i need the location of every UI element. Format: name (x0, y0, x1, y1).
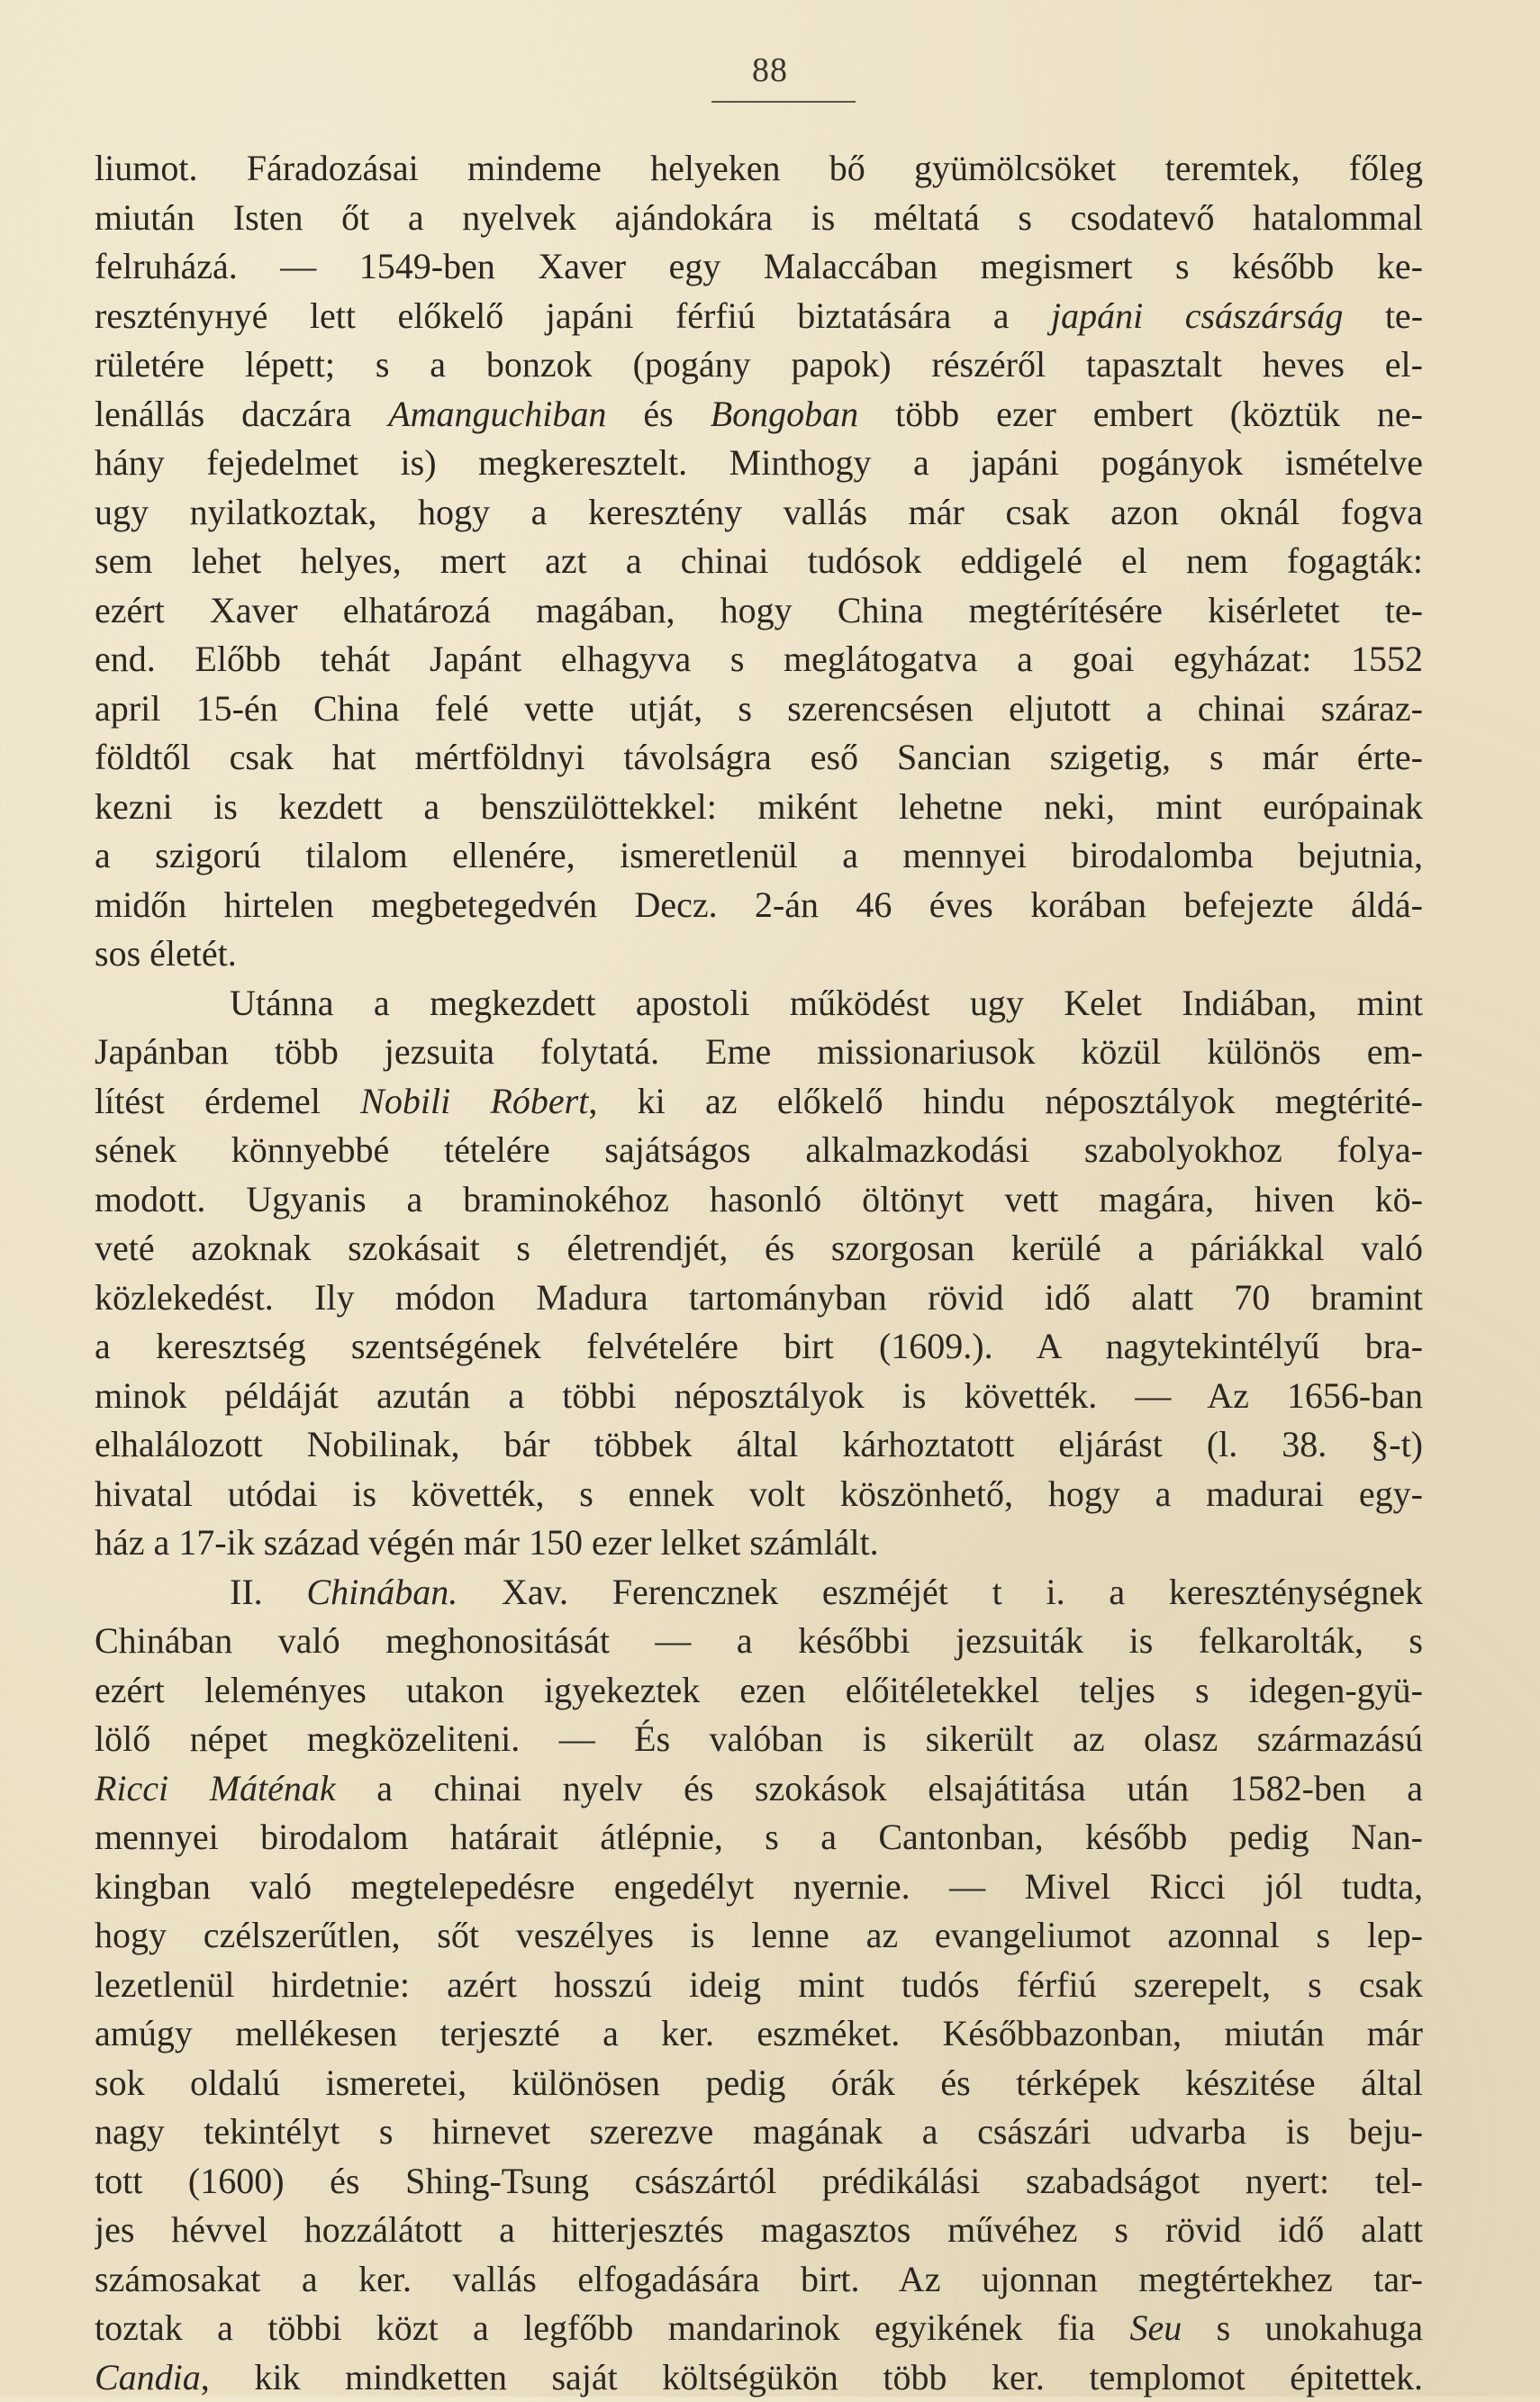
text-segment: lenállás daczára (95, 394, 388, 434)
text-line (95, 1077, 1423, 1127)
text-segment: sos életét. (95, 933, 237, 974)
text-line (95, 979, 1423, 1029)
text-segment: rületére lépett; s a bonzok (pogány papok) részéről tapasztalt heves el- (95, 344, 1423, 385)
text-segment: hány fejedelmet is) megkeresztelt. Minthogy a japáni pogányok ismételve (95, 442, 1423, 483)
text-line (95, 1518, 1423, 1568)
text-line (95, 733, 1423, 783)
text-line (95, 242, 1423, 292)
text-segment: jes hévvel hozzálátott a hitterjesztés magasztos művéhez s rövid idő alatt (95, 2209, 1423, 2250)
text-line (95, 684, 1423, 734)
text-segment: sének könnyebbé tételére sajátságos alkalmazkodási szabolyokhoz folya- (95, 1129, 1423, 1170)
text-line (95, 635, 1423, 684)
text-segment: amúgy mellékesen terjeszté a ker. eszméket. Későbbazonban, miután már (95, 2013, 1423, 2053)
text-line (95, 2255, 1423, 2305)
text-segment: Xav. Ferencznek eszméjét t i. a kereszténységnek (457, 1572, 1423, 1612)
text-line (95, 1617, 1423, 1666)
text-segment: a keresztség szentségének felvételére birt (1609.). A nagytekintélyű bra- (95, 1326, 1423, 1366)
text-segment: s unokahuga (1182, 2307, 1423, 2348)
italic-text: Ricci Máténak (95, 1768, 336, 1808)
text-line (95, 1961, 1423, 2010)
text-line (95, 439, 1423, 488)
text-segment: II. (230, 1572, 306, 1612)
text-segment: sok oldalú ismeretei, különösen pedig órák és térképek készitése által (95, 2062, 1423, 2103)
text-line (95, 929, 1423, 979)
text-line (95, 586, 1423, 636)
italic-text: Candia (95, 2357, 201, 2397)
text-segment: és (606, 394, 710, 434)
text-segment: veté azoknak szokásait s életrendjét, és szorgosan kerülé a páriákkal való (95, 1228, 1423, 1268)
body-text (95, 144, 1423, 2402)
text-line (95, 1863, 1423, 1912)
text-line (95, 1224, 1423, 1274)
text-line (95, 2304, 1423, 2353)
text-segment: lítést érdemel (95, 1081, 360, 1121)
text-segment: minok példáját azután a többi néposztályok is követték. — Az 1656-ban (95, 1375, 1423, 1416)
text-line (95, 1470, 1423, 1519)
text-segment: lölő népet megközeliteni. — És valóban is sikerült az olasz származású (95, 1718, 1423, 1759)
text-segment: közlekedést. Ily módon Madura tartományban rövid idő alatt 70 bramint (95, 1277, 1423, 1318)
text-segment: midőn hirtelen megbetegedvén Decz. 2-án 46 éves korában befejezte áldá- (95, 884, 1423, 925)
text-line (95, 1126, 1423, 1175)
text-line (95, 144, 1423, 194)
text-segment: nagy tekintélyt s hirnevet szerezve magának a császári udvarba is beju- (95, 2111, 1423, 2152)
text-segment: a chinai nyelv és szokások elsajátitása után 1582-ben a (336, 1768, 1423, 1808)
text-segment: több ezer embert (köztük ne- (858, 394, 1423, 434)
text-line (95, 1666, 1423, 1716)
text-line (95, 1813, 1423, 1863)
text-segment: kezni is kezdett a benszülöttekkel: miként lehetne neki, mint európainak (95, 786, 1423, 827)
text-segment: miután Isten őt a nyelvek ajándokára is méltatá s csodatevő hatalommal (95, 197, 1423, 238)
text-segment: ezért leleményes utakon igyekeztek ezen előitéletekkel teljes s idegen-gyü- (95, 1670, 1423, 1710)
text-segment: , kik mindketten saját költségükön több ker. templomot épitettek. (201, 2357, 1423, 2397)
italic-text: Chinában. (306, 1572, 457, 1612)
text-segment: , ki az előkelő hindu néposztályok megtérité- (588, 1081, 1423, 1121)
text-segment: april 15-én China felé vette utját, s szerencsésen eljutott a chinai száraz- (95, 688, 1423, 729)
text-segment: end. Előbb tehát Japánt elhagyva s meglátogatva a goai egyházat: 1552 (95, 639, 1423, 679)
italic-text: Amanguchiban (388, 394, 606, 434)
text-segment: Japánban több jezsuita folytatá. Eme missionariusok közül különös em- (95, 1031, 1423, 1072)
text-line (95, 1175, 1423, 1225)
text-segment: felruházá. — 1549-ben Xaver egy Malaccában megismert s később ke- (95, 246, 1423, 286)
text-line (95, 1715, 1423, 1764)
text-segment: hivatal utódai is követték, s ennek volt köszönhető, hogy a madurai egy- (95, 1473, 1423, 1514)
text-segment: liumot. Fáradozásai mindeme helyeken bő gyümölcsöket teremtek, főleg (95, 148, 1423, 188)
text-line (95, 1764, 1423, 1814)
text-segment: sem lehet helyes, mert azt a chinai tudósok eddigelé el nem fogagták: (95, 540, 1423, 581)
text-segment: elhalálozott Nobilinak, bár többek által kárhoztatott eljárást (l. 38. §-t) (95, 1424, 1423, 1464)
text-segment: Utánna a megkezdett apostoli működést ugy Kelet Indiában, mint (230, 983, 1423, 1023)
text-line (95, 194, 1423, 243)
text-line (95, 2157, 1423, 2207)
text-segment: ugy nyilatkoztak, hogy a keresztény vallás már csak azon oknál fogva (95, 492, 1423, 532)
text-line (95, 1274, 1423, 1323)
text-line (95, 783, 1423, 832)
text-segment: számosakat a ker. vallás elfogadására birt. Az ujonnan megtértekhez tar- (95, 2259, 1423, 2299)
text-line (95, 1420, 1423, 1470)
text-line (95, 1322, 1423, 1372)
page-number: 88 (0, 50, 1540, 90)
text-segment: földtől csak hat mértföldnyi távolságra eső Sancian szigetig, s már érte- (95, 737, 1423, 777)
text-line (95, 1911, 1423, 1961)
italic-text: japáni császárság (1051, 295, 1343, 336)
text-line (95, 340, 1423, 390)
italic-text: Nobili Róbert (360, 1081, 588, 1121)
text-segment: toztak a többi közt a legfőbb mandarinok egyikének fia (95, 2307, 1129, 2348)
text-line (95, 1568, 1423, 1618)
italic-text: Bongoban (711, 394, 858, 434)
text-line (95, 2059, 1423, 2108)
text-line (95, 1372, 1423, 1421)
text-segment: ezért Xaver elhatározá magában, hogy China megtérítésére kisérletet te- (95, 590, 1423, 630)
text-line (95, 390, 1423, 440)
text-line (95, 831, 1423, 881)
text-segment: kingban való megtelepedésre engedélyt nyernie. — Mivel Ricci jól tudta, (95, 1866, 1423, 1907)
text-segment: resztényнyé lett előkelő japáni férfiú biztatására a (95, 295, 1051, 336)
text-segment: modott. Ugyanis a braminokéhoz hasonló öltönyt vett magára, hiven kö- (95, 1179, 1423, 1219)
text-segment: a szigorú tilalom ellenére, ismeretlenül a mennyei birodalomba bejutnia, (95, 835, 1423, 875)
text-line (95, 488, 1423, 538)
text-segment: tott (1600) és Shing-Tsung császártól prédikálási szabadságot nyert: tel- (95, 2161, 1423, 2201)
text-line (95, 881, 1423, 930)
text-line (95, 537, 1423, 586)
text-line (95, 2107, 1423, 2157)
text-segment: mennyei birodalom határait átlépnie, s a Cantonban, később pedig Nan- (95, 1817, 1423, 1857)
text-line (95, 2009, 1423, 2059)
text-line (95, 2353, 1423, 2402)
text-line (95, 292, 1423, 341)
text-segment: lezetlenül hirdetnie: azért hosszú ideig mint tudós férfiú szerepelt, s csak (95, 1964, 1423, 2005)
italic-text: Seu (1129, 2307, 1182, 2348)
text-segment: te- (1343, 295, 1423, 336)
text-line (95, 2206, 1423, 2255)
text-segment: hogy czélszerűtlen, sőt veszélyes is lenne az evangeliumot azonnal s lep- (95, 1915, 1423, 1955)
header-rule (711, 101, 856, 103)
text-segment: Chinában való meghonositását — a későbbi jezsuiták is felkarolták, s (95, 1620, 1423, 1661)
text-segment: ház a 17-ik század végén már 150 ezer lelket számlált. (95, 1522, 879, 1563)
text-line (95, 1028, 1423, 1077)
